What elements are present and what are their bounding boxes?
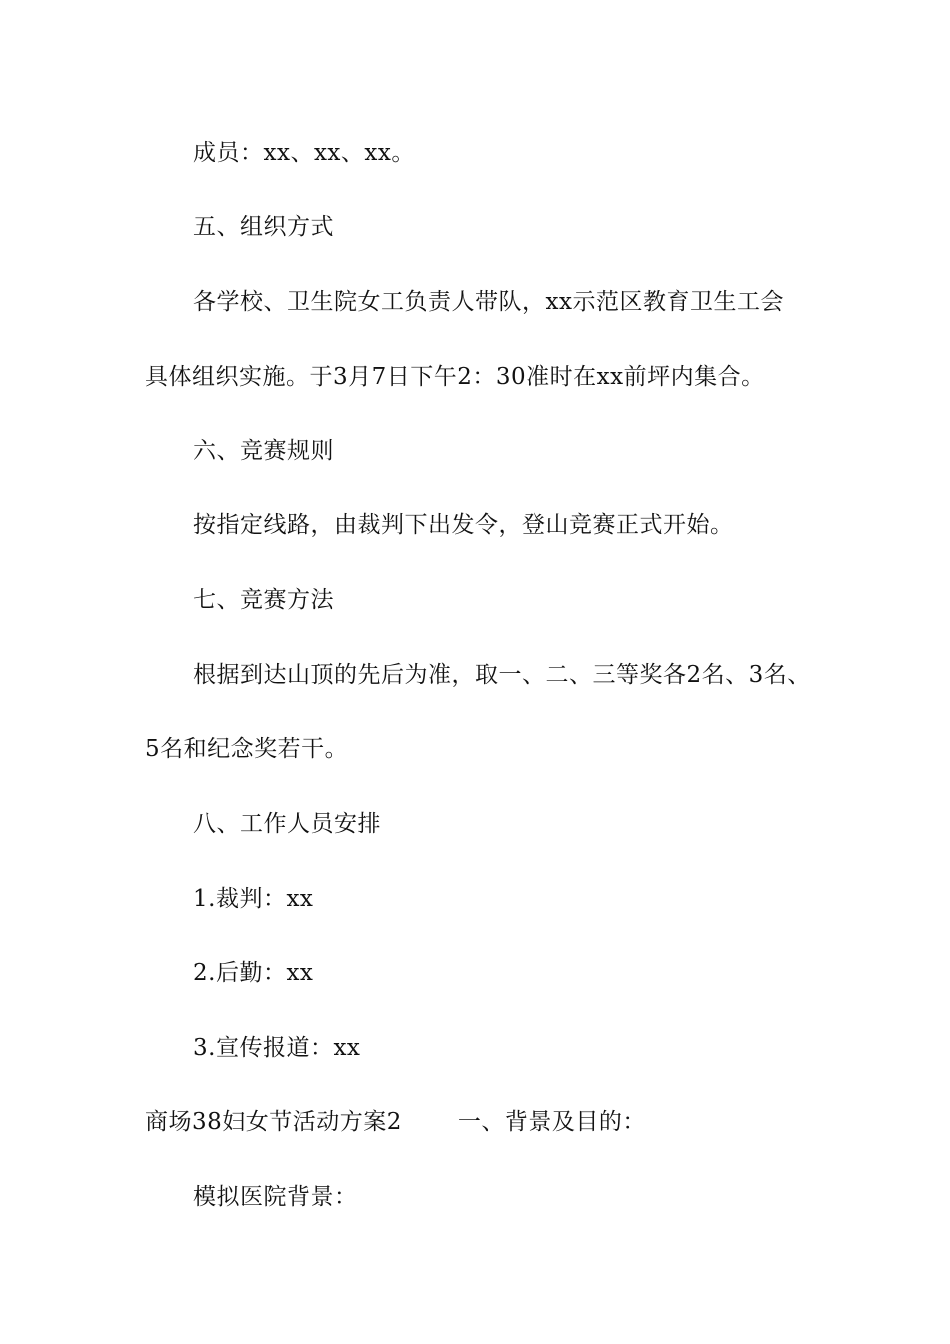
- plan-title: 商场38妇女节活动方案2: [145, 1109, 402, 1135]
- paragraph-members: 成员：xx、xx、xx。: [193, 140, 415, 166]
- section-heading-background: 一、背景及目的：: [457, 1109, 646, 1135]
- paragraph-method-line2: 5名和纪念奖若干。: [145, 736, 349, 762]
- section-heading-organization: 五、组织方式: [193, 214, 334, 240]
- section-heading-rules: 六、竞赛规则: [193, 438, 334, 464]
- staff-item-logistics: 2.后勤：xx: [193, 960, 314, 986]
- document-title-line: [145, 1102, 865, 1142]
- paragraph-organization-line2: 具体组织实施。于3月7日下午2：30准时在xx前坪内集合。: [145, 364, 765, 390]
- paragraph-method-line1: 根据到达山顶的先后为准，取一、二、三等奖各2名、3名、: [193, 662, 811, 688]
- section-heading-method: 七、竞赛方法: [193, 587, 334, 613]
- paragraph-rules: 按指定线路，由裁判下出发令，登山竞赛正式开始。: [193, 512, 734, 538]
- staff-item-publicity: 3.宣传报道：xx: [193, 1035, 361, 1061]
- staff-item-referee: 1.裁判：xx: [193, 886, 314, 912]
- paragraph-background: 模拟医院背景：: [193, 1184, 358, 1210]
- section-heading-staff: 八、工作人员安排: [193, 811, 381, 837]
- paragraph-organization-line1: 各学校、卫生院女工负责人带队，xx示范区教育卫生工会: [193, 289, 784, 315]
